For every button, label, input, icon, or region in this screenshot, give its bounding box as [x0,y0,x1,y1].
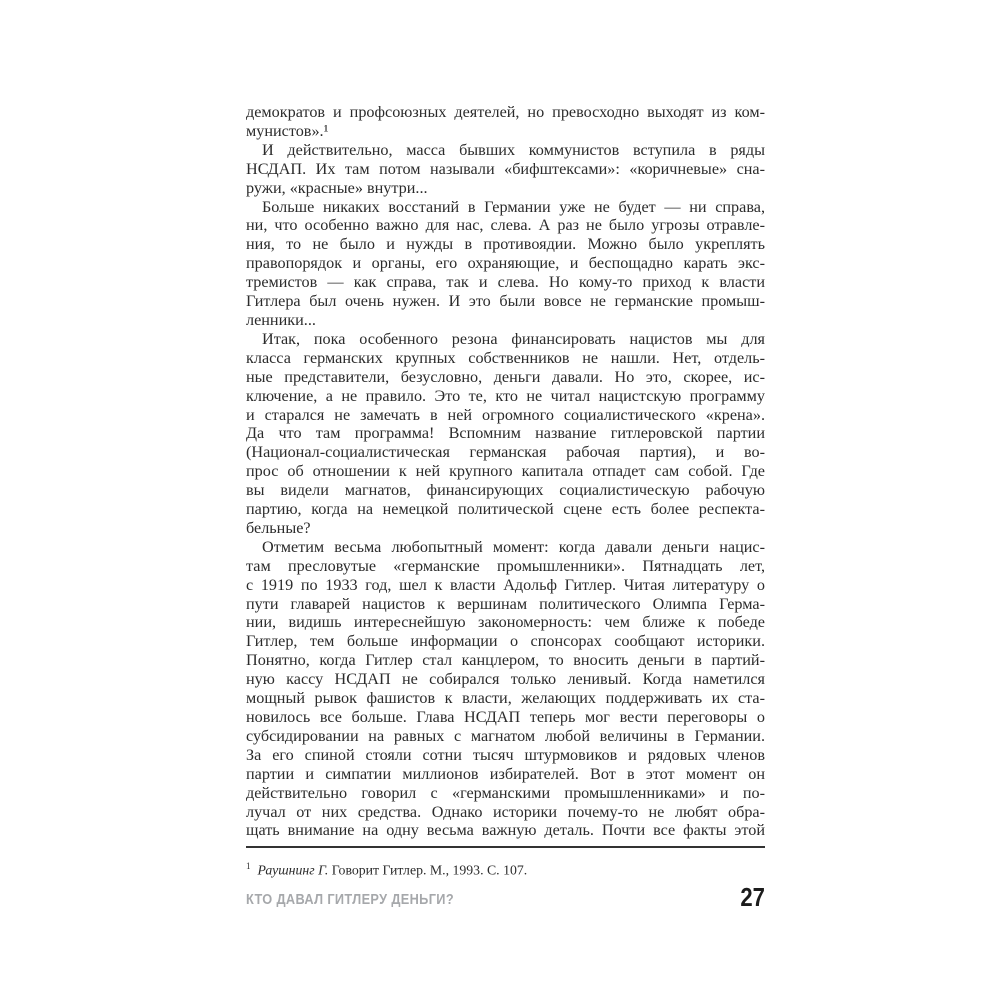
page-number: 27 [740,882,765,912]
body-line: ключение, а не правило. Это те, кто не читал нацистскую программу [246,386,765,405]
body-line: партию, когда на немецкой политической сцене есть более респекта- [246,500,765,519]
body-line: НСДАП. Их там потом называли «бифштексами»: «коричневые» сна- [246,159,765,178]
body-line: с 1919 по 1933 год, шел к власти Адольф Гитлер. Читая литературу о [246,575,765,594]
body-line: партии и симпатии миллионов избирателей. Вот в этот момент он [246,764,765,783]
body-line: мощный рывок фашистов к власти, желающих поддерживать их ста- [246,689,765,708]
footnote-divider [246,846,765,848]
body-line: За его спиной стояли сотни тысяч штурмовиков и рядовых членов [246,745,765,764]
body-line: ную кассу НСДАП не собирался только ленивый. Когда наметился [246,670,765,689]
body-line: Гитлер, тем больше информации о спонсорах сообщают историки. [246,632,765,651]
body-line: правопорядок и органы, его охраняющие, и беспощадно карать экс- [246,254,765,273]
footnote-citation: Говорит Гитлер. М., 1993. С. 107. [331,862,528,878]
body-line: Понятно, когда Гитлер стал канцлером, то вносить деньги в партий- [246,651,765,670]
body-line: ни, что особенно важно для нас, слева. А раз не было угрозы отравле- [246,216,765,235]
body-line: ружи, «красные» внутри... [246,178,428,197]
body-line: тремистов — как справа, так и слева. Но кому-то приход к власти [246,273,765,292]
body-text [246,103,765,840]
body-line: действительно говорил с «германскими промышленниками» и по- [246,783,765,802]
body-line: Гитлера был очень нужен. И это были вовсе не германские промыш- [246,292,765,311]
body-line: ния, то не было и нужды в противоядии. Можно было укреплять [246,235,765,254]
body-line: класса германских крупных собственников не нашли. Нет, отдель- [246,348,765,367]
footnote-marker: 1 [246,861,251,871]
body-line: пути главарей нацистов к вершинам политического Олимпа Герма- [246,594,765,613]
footnote-author: Раушнинг Г. [257,862,329,878]
body-line: лучал от них средства. Однако историки почему-то не любят обра- [246,802,765,821]
body-line: бельные? [246,518,311,537]
body-line: там пресловутые «германские промышленники». Пятнадцать лет, [246,556,765,575]
body-line: (Национал-социалистическая германская рабочая партия), и во- [246,443,765,462]
body-line: Отметим весьма любопытный момент: когда давали деньги нацис- [262,537,765,556]
body-line: демократов и профсоюзных деятелей, но превосходно выходят из ком- [246,103,765,121]
running-title: КТО ДАВАЛ ГИТЛЕРУ ДЕНЬГИ? [246,892,454,908]
body-line: нии, видишь интереснейшую закономерность: чем ближе к победе [246,613,765,632]
body-line: ные представители, безусловно, деньги давали. Но это, скорее, ис- [246,367,765,386]
body-line: щать внимание на одну весьма важную деталь. Почти все факты этой [246,821,765,840]
body-line: мунистов».¹ [246,121,329,140]
body-line: Больше никаких восстаний в Германии уже не будет — ни справа, [262,197,765,216]
body-line: и старался не замечать в ней огромного социалистического «крена». [246,405,765,424]
body-line: И действительно, масса бывших коммунистов вступила в ряды [262,140,765,159]
body-line: субсидировании на равных с магнатом любой величины в Германии. [246,726,765,745]
body-line: ленники... [246,310,316,329]
body-line: Да что там программа! Вспомним название гитлеровской партии [246,424,765,443]
body-line: вы видели магнатов, финансирующих социалистическую рабочую [246,481,765,500]
body-line: прос об отношении к ней крупного капитала отпадет сам собой. Где [246,462,765,481]
footnote [246,857,765,880]
page-footer [246,884,765,916]
body-line: Итак, пока особенного резона финансировать нацистов мы для [262,329,765,348]
body-line: новилось все больше. Глава НСДАП теперь мог вести переговоры о [246,708,765,726]
